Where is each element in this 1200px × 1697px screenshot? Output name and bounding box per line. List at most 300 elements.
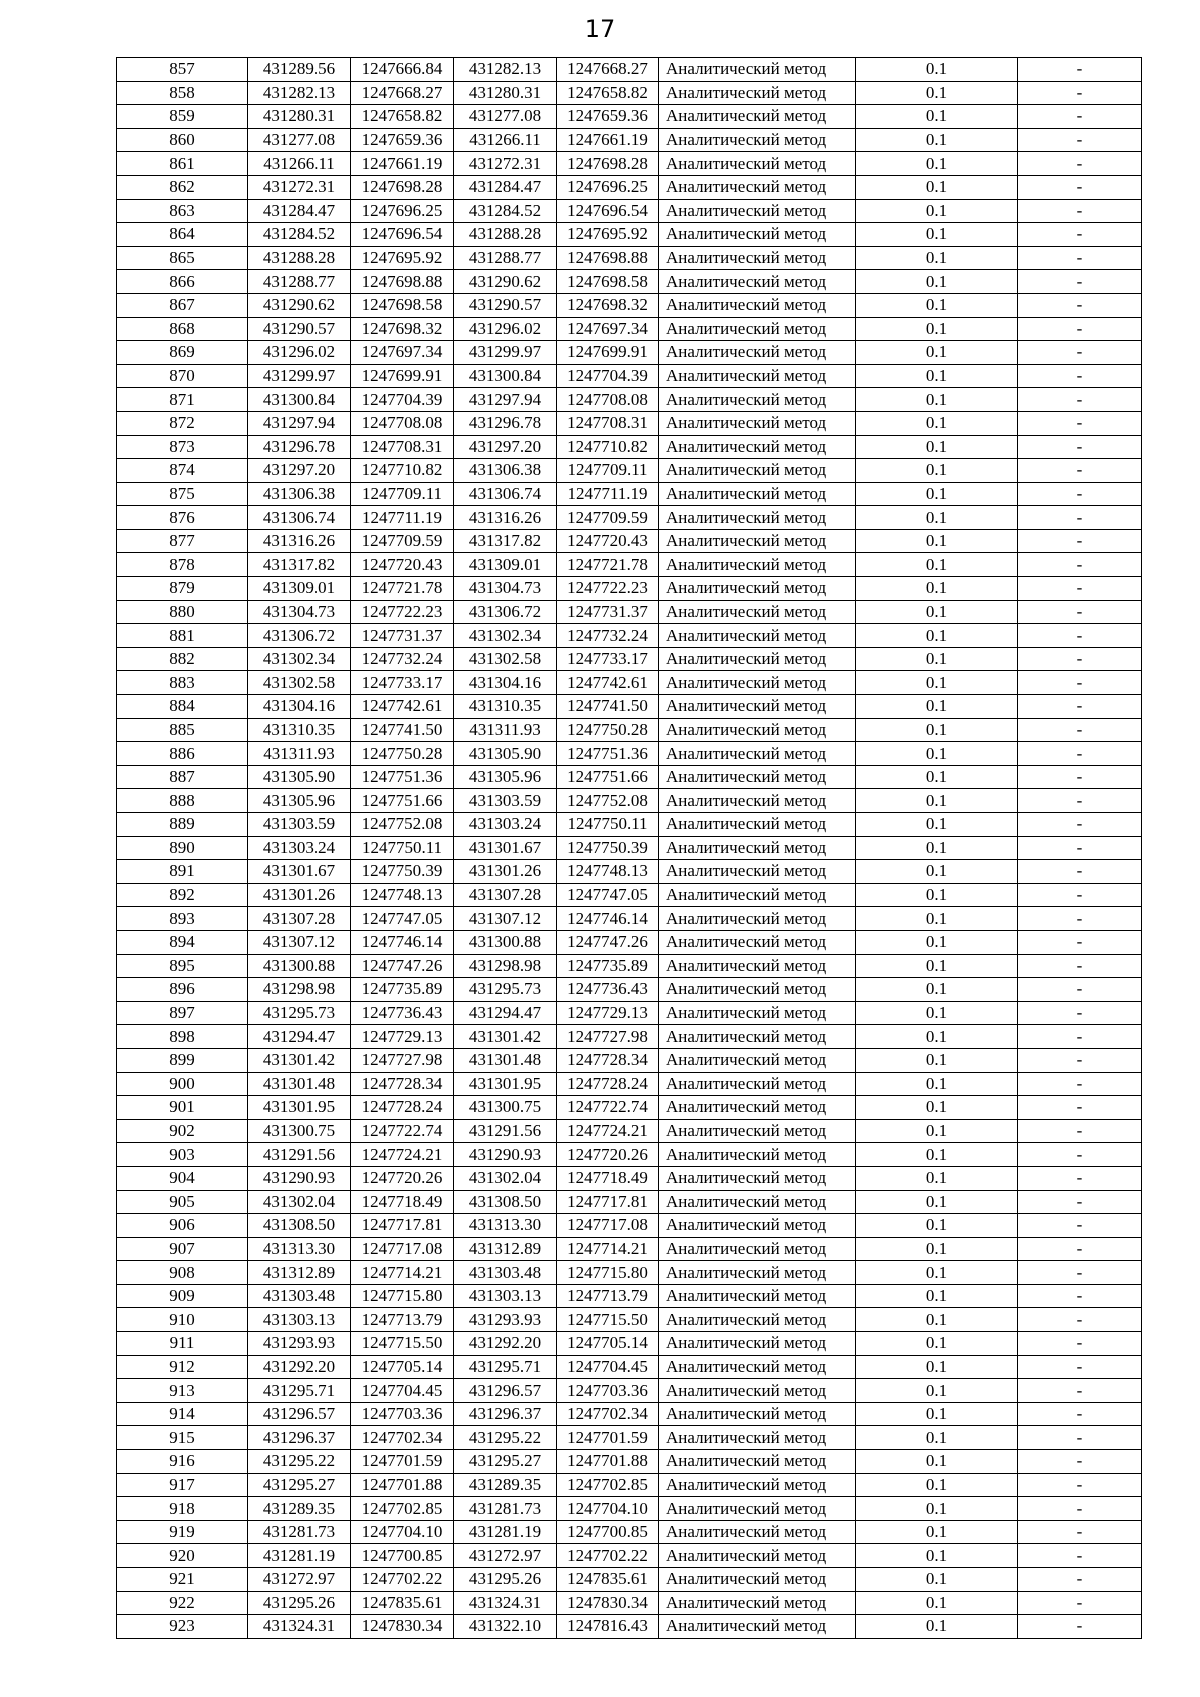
x-end-cell: 431297.20 <box>454 435 557 459</box>
y-end-cell: 1247701.88 <box>557 1450 659 1474</box>
note-cell: - <box>1018 978 1142 1002</box>
table-row <box>117 742 1142 766</box>
x-start-cell: 431316.26 <box>248 529 351 553</box>
point-number-cell: 872 <box>117 411 248 435</box>
y-end-cell: 1247702.22 <box>557 1544 659 1568</box>
y-start-cell: 1247718.49 <box>351 1190 454 1214</box>
accuracy-cell: 0.1 <box>856 954 1018 978</box>
point-number-cell: 894 <box>117 930 248 954</box>
note-cell: - <box>1018 600 1142 624</box>
accuracy-cell: 0.1 <box>856 1237 1018 1261</box>
note-cell: - <box>1018 1473 1142 1497</box>
x-end-cell: 431316.26 <box>454 506 557 530</box>
x-end-cell: 431306.38 <box>454 459 557 483</box>
method-cell: Аналитический метод <box>659 742 856 766</box>
point-number-cell: 877 <box>117 529 248 553</box>
accuracy-cell: 0.1 <box>856 81 1018 105</box>
method-cell: Аналитический метод <box>659 1166 856 1190</box>
method-cell: Аналитический метод <box>659 624 856 648</box>
note-cell: - <box>1018 883 1142 907</box>
x-start-cell: 431290.93 <box>248 1166 351 1190</box>
accuracy-cell: 0.1 <box>856 978 1018 1002</box>
y-end-cell: 1247747.05 <box>557 883 659 907</box>
x-end-cell: 431298.98 <box>454 954 557 978</box>
x-end-cell: 431284.52 <box>454 199 557 223</box>
y-start-cell: 1247830.34 <box>351 1615 454 1639</box>
x-end-cell: 431284.47 <box>454 175 557 199</box>
x-end-cell: 431295.73 <box>454 978 557 1002</box>
method-cell: Аналитический метод <box>659 506 856 530</box>
x-end-cell: 431304.73 <box>454 577 557 601</box>
y-end-cell: 1247711.19 <box>557 482 659 506</box>
y-start-cell: 1247666.84 <box>351 58 454 82</box>
x-start-cell: 431302.04 <box>248 1190 351 1214</box>
y-end-cell: 1247702.85 <box>557 1473 659 1497</box>
x-end-cell: 431301.42 <box>454 1025 557 1049</box>
note-cell: - <box>1018 1143 1142 1167</box>
method-cell: Аналитический метод <box>659 1214 856 1238</box>
y-end-cell: 1247718.49 <box>557 1166 659 1190</box>
table-row <box>117 317 1142 341</box>
point-number-cell: 857 <box>117 58 248 82</box>
x-end-cell: 431299.97 <box>454 341 557 365</box>
table-row <box>117 81 1142 105</box>
accuracy-cell: 0.1 <box>856 411 1018 435</box>
x-start-cell: 431311.93 <box>248 742 351 766</box>
y-start-cell: 1247722.23 <box>351 600 454 624</box>
table-row <box>117 930 1142 954</box>
table-row <box>117 907 1142 931</box>
method-cell: Аналитический метод <box>659 1473 856 1497</box>
point-number-cell: 886 <box>117 742 248 766</box>
table-row <box>117 1332 1142 1356</box>
point-number-cell: 870 <box>117 364 248 388</box>
point-number-cell: 883 <box>117 671 248 695</box>
y-end-cell: 1247698.32 <box>557 293 659 317</box>
method-cell: Аналитический метод <box>659 1048 856 1072</box>
y-start-cell: 1247731.37 <box>351 624 454 648</box>
method-cell: Аналитический метод <box>659 482 856 506</box>
note-cell: - <box>1018 435 1142 459</box>
x-end-cell: 431281.73 <box>454 1497 557 1521</box>
table-row <box>117 246 1142 270</box>
x-start-cell: 431301.95 <box>248 1096 351 1120</box>
point-number-cell: 918 <box>117 1497 248 1521</box>
point-number-cell: 906 <box>117 1214 248 1238</box>
x-start-cell: 431293.93 <box>248 1332 351 1356</box>
point-number-cell: 889 <box>117 813 248 837</box>
point-number-cell: 923 <box>117 1615 248 1639</box>
y-end-cell: 1247728.24 <box>557 1072 659 1096</box>
accuracy-cell: 0.1 <box>856 1450 1018 1474</box>
accuracy-cell: 0.1 <box>856 152 1018 176</box>
y-start-cell: 1247729.13 <box>351 1025 454 1049</box>
x-end-cell: 431302.34 <box>454 624 557 648</box>
x-end-cell: 431308.50 <box>454 1190 557 1214</box>
y-end-cell: 1247720.43 <box>557 529 659 553</box>
table-row <box>117 1190 1142 1214</box>
y-start-cell: 1247695.92 <box>351 246 454 270</box>
x-start-cell: 431289.35 <box>248 1497 351 1521</box>
x-end-cell: 431295.22 <box>454 1426 557 1450</box>
y-end-cell: 1247816.43 <box>557 1615 659 1639</box>
method-cell: Аналитический метод <box>659 978 856 1002</box>
point-number-cell: 910 <box>117 1308 248 1332</box>
note-cell: - <box>1018 742 1142 766</box>
note-cell: - <box>1018 1166 1142 1190</box>
point-number-cell: 900 <box>117 1072 248 1096</box>
y-end-cell: 1247704.45 <box>557 1355 659 1379</box>
x-start-cell: 431292.20 <box>248 1355 351 1379</box>
point-number-cell: 867 <box>117 293 248 317</box>
table-row <box>117 813 1142 837</box>
y-start-cell: 1247698.32 <box>351 317 454 341</box>
accuracy-cell: 0.1 <box>856 199 1018 223</box>
y-end-cell: 1247721.78 <box>557 553 659 577</box>
x-start-cell: 431300.75 <box>248 1119 351 1143</box>
method-cell: Аналитический метод <box>659 1450 856 1474</box>
note-cell: - <box>1018 270 1142 294</box>
y-start-cell: 1247705.14 <box>351 1355 454 1379</box>
note-cell: - <box>1018 836 1142 860</box>
x-start-cell: 431272.31 <box>248 175 351 199</box>
x-end-cell: 431304.16 <box>454 671 557 695</box>
note-cell: - <box>1018 1450 1142 1474</box>
note-cell: - <box>1018 459 1142 483</box>
x-start-cell: 431272.97 <box>248 1568 351 1592</box>
y-start-cell: 1247741.50 <box>351 718 454 742</box>
accuracy-cell: 0.1 <box>856 577 1018 601</box>
y-end-cell: 1247735.89 <box>557 954 659 978</box>
y-end-cell: 1247715.50 <box>557 1308 659 1332</box>
x-start-cell: 431304.16 <box>248 695 351 719</box>
method-cell: Аналитический метод <box>659 435 856 459</box>
note-cell: - <box>1018 860 1142 884</box>
point-number-cell: 863 <box>117 199 248 223</box>
method-cell: Аналитический метод <box>659 836 856 860</box>
point-number-cell: 868 <box>117 317 248 341</box>
accuracy-cell: 0.1 <box>856 1284 1018 1308</box>
y-start-cell: 1247835.61 <box>351 1591 454 1615</box>
note-cell: - <box>1018 1426 1142 1450</box>
x-end-cell: 431266.11 <box>454 128 557 152</box>
x-end-cell: 431295.27 <box>454 1450 557 1474</box>
x-start-cell: 431304.73 <box>248 600 351 624</box>
y-start-cell: 1247733.17 <box>351 671 454 695</box>
table-row <box>117 954 1142 978</box>
x-start-cell: 431284.52 <box>248 223 351 247</box>
point-number-cell: 879 <box>117 577 248 601</box>
x-start-cell: 431301.67 <box>248 860 351 884</box>
x-start-cell: 431290.57 <box>248 317 351 341</box>
method-cell: Аналитический метод <box>659 907 856 931</box>
note-cell: - <box>1018 1568 1142 1592</box>
method-cell: Аналитический метод <box>659 1402 856 1426</box>
point-number-cell: 878 <box>117 553 248 577</box>
x-end-cell: 431322.10 <box>454 1615 557 1639</box>
accuracy-cell: 0.1 <box>856 506 1018 530</box>
table-row <box>117 624 1142 648</box>
x-end-cell: 431301.48 <box>454 1048 557 1072</box>
x-start-cell: 431295.26 <box>248 1591 351 1615</box>
accuracy-cell: 0.1 <box>856 1190 1018 1214</box>
table-row <box>117 175 1142 199</box>
method-cell: Аналитический метод <box>659 1497 856 1521</box>
note-cell: - <box>1018 624 1142 648</box>
note-cell: - <box>1018 718 1142 742</box>
point-number-cell: 885 <box>117 718 248 742</box>
y-end-cell: 1247750.11 <box>557 813 659 837</box>
x-start-cell: 431303.24 <box>248 836 351 860</box>
point-number-cell: 887 <box>117 765 248 789</box>
note-cell: - <box>1018 223 1142 247</box>
y-end-cell: 1247722.74 <box>557 1096 659 1120</box>
x-end-cell: 431295.71 <box>454 1355 557 1379</box>
table-row <box>117 1143 1142 1167</box>
note-cell: - <box>1018 1308 1142 1332</box>
table-row <box>117 1568 1142 1592</box>
method-cell: Аналитический метод <box>659 175 856 199</box>
x-start-cell: 431312.89 <box>248 1261 351 1285</box>
method-cell: Аналитический метод <box>659 1143 856 1167</box>
table-row <box>117 1096 1142 1120</box>
table-row <box>117 647 1142 671</box>
x-start-cell: 431309.01 <box>248 577 351 601</box>
note-cell: - <box>1018 388 1142 412</box>
x-start-cell: 431297.94 <box>248 411 351 435</box>
note-cell: - <box>1018 1591 1142 1615</box>
x-end-cell: 431306.74 <box>454 482 557 506</box>
accuracy-cell: 0.1 <box>856 695 1018 719</box>
table-row <box>117 1426 1142 1450</box>
y-start-cell: 1247709.59 <box>351 529 454 553</box>
table-row <box>117 553 1142 577</box>
y-start-cell: 1247752.08 <box>351 813 454 837</box>
method-cell: Аналитический метод <box>659 223 856 247</box>
method-cell: Аналитический метод <box>659 411 856 435</box>
x-end-cell: 431272.31 <box>454 152 557 176</box>
method-cell: Аналитический метод <box>659 246 856 270</box>
y-start-cell: 1247661.19 <box>351 152 454 176</box>
x-end-cell: 431295.26 <box>454 1568 557 1592</box>
note-cell: - <box>1018 1284 1142 1308</box>
x-start-cell: 431310.35 <box>248 718 351 742</box>
accuracy-cell: 0.1 <box>856 317 1018 341</box>
y-end-cell: 1247751.66 <box>557 765 659 789</box>
x-start-cell: 431306.72 <box>248 624 351 648</box>
accuracy-cell: 0.1 <box>856 765 1018 789</box>
accuracy-cell: 0.1 <box>856 1426 1018 1450</box>
accuracy-cell: 0.1 <box>856 223 1018 247</box>
accuracy-cell: 0.1 <box>856 624 1018 648</box>
table-row <box>117 1261 1142 1285</box>
note-cell: - <box>1018 81 1142 105</box>
method-cell: Аналитический метод <box>659 813 856 837</box>
x-start-cell: 431281.73 <box>248 1520 351 1544</box>
y-end-cell: 1247731.37 <box>557 600 659 624</box>
method-cell: Аналитический метод <box>659 388 856 412</box>
method-cell: Аналитический метод <box>659 1615 856 1639</box>
y-end-cell: 1247736.43 <box>557 978 659 1002</box>
point-number-cell: 901 <box>117 1096 248 1120</box>
point-number-cell: 908 <box>117 1261 248 1285</box>
note-cell: - <box>1018 175 1142 199</box>
point-number-cell: 920 <box>117 1544 248 1568</box>
accuracy-cell: 0.1 <box>856 1520 1018 1544</box>
x-start-cell: 431307.12 <box>248 930 351 954</box>
note-cell: - <box>1018 1025 1142 1049</box>
y-start-cell: 1247696.25 <box>351 199 454 223</box>
x-end-cell: 431301.26 <box>454 860 557 884</box>
point-number-cell: 907 <box>117 1237 248 1261</box>
x-start-cell: 431305.96 <box>248 789 351 813</box>
note-cell: - <box>1018 341 1142 365</box>
x-end-cell: 431282.13 <box>454 58 557 82</box>
y-end-cell: 1247741.50 <box>557 695 659 719</box>
accuracy-cell: 0.1 <box>856 1001 1018 1025</box>
accuracy-cell: 0.1 <box>856 246 1018 270</box>
x-end-cell: 431303.24 <box>454 813 557 837</box>
y-start-cell: 1247696.54 <box>351 223 454 247</box>
method-cell: Аналитический метод <box>659 58 856 82</box>
x-start-cell: 431296.37 <box>248 1426 351 1450</box>
x-end-cell: 431324.31 <box>454 1591 557 1615</box>
y-start-cell: 1247750.39 <box>351 860 454 884</box>
point-number-cell: 922 <box>117 1591 248 1615</box>
method-cell: Аналитический метод <box>659 1237 856 1261</box>
x-end-cell: 431301.67 <box>454 836 557 860</box>
note-cell: - <box>1018 364 1142 388</box>
accuracy-cell: 0.1 <box>856 1402 1018 1426</box>
accuracy-cell: 0.1 <box>856 600 1018 624</box>
accuracy-cell: 0.1 <box>856 1214 1018 1238</box>
accuracy-cell: 0.1 <box>856 1332 1018 1356</box>
y-end-cell: 1247746.14 <box>557 907 659 931</box>
accuracy-cell: 0.1 <box>856 364 1018 388</box>
x-end-cell: 431303.13 <box>454 1284 557 1308</box>
table-row <box>117 341 1142 365</box>
method-cell: Аналитический метод <box>659 600 856 624</box>
y-end-cell: 1247717.81 <box>557 1190 659 1214</box>
table-row <box>117 1591 1142 1615</box>
accuracy-cell: 0.1 <box>856 1025 1018 1049</box>
note-cell: - <box>1018 411 1142 435</box>
note-cell: - <box>1018 553 1142 577</box>
x-start-cell: 431284.47 <box>248 199 351 223</box>
y-start-cell: 1247735.89 <box>351 978 454 1002</box>
point-number-cell: 873 <box>117 435 248 459</box>
accuracy-cell: 0.1 <box>856 435 1018 459</box>
x-start-cell: 431277.08 <box>248 128 351 152</box>
x-start-cell: 431289.56 <box>248 58 351 82</box>
y-start-cell: 1247721.78 <box>351 577 454 601</box>
table-row <box>117 199 1142 223</box>
x-start-cell: 431324.31 <box>248 1615 351 1639</box>
x-start-cell: 431295.71 <box>248 1379 351 1403</box>
point-number-cell: 891 <box>117 860 248 884</box>
y-end-cell: 1247717.08 <box>557 1214 659 1238</box>
note-cell: - <box>1018 1001 1142 1025</box>
table-row <box>117 1473 1142 1497</box>
accuracy-cell: 0.1 <box>856 1166 1018 1190</box>
point-number-cell: 904 <box>117 1166 248 1190</box>
accuracy-cell: 0.1 <box>856 482 1018 506</box>
x-start-cell: 431301.48 <box>248 1072 351 1096</box>
y-end-cell: 1247696.54 <box>557 199 659 223</box>
y-end-cell: 1247698.58 <box>557 270 659 294</box>
note-cell: - <box>1018 1355 1142 1379</box>
table-row <box>117 1119 1142 1143</box>
y-end-cell: 1247714.21 <box>557 1237 659 1261</box>
accuracy-cell: 0.1 <box>856 388 1018 412</box>
x-end-cell: 431300.88 <box>454 930 557 954</box>
note-cell: - <box>1018 954 1142 978</box>
accuracy-cell: 0.1 <box>856 128 1018 152</box>
point-number-cell: 862 <box>117 175 248 199</box>
y-start-cell: 1247704.39 <box>351 388 454 412</box>
y-start-cell: 1247751.66 <box>351 789 454 813</box>
note-cell: - <box>1018 789 1142 813</box>
x-start-cell: 431300.84 <box>248 388 351 412</box>
method-cell: Аналитический метод <box>659 577 856 601</box>
table-row <box>117 152 1142 176</box>
y-start-cell: 1247750.28 <box>351 742 454 766</box>
point-number-cell: 866 <box>117 270 248 294</box>
y-end-cell: 1247709.59 <box>557 506 659 530</box>
method-cell: Аналитический метод <box>659 364 856 388</box>
method-cell: Аналитический метод <box>659 341 856 365</box>
table-row <box>117 459 1142 483</box>
accuracy-cell: 0.1 <box>856 341 1018 365</box>
note-cell: - <box>1018 813 1142 837</box>
point-number-cell: 898 <box>117 1025 248 1049</box>
x-end-cell: 431296.78 <box>454 411 557 435</box>
y-end-cell: 1247751.36 <box>557 742 659 766</box>
table-row <box>117 270 1142 294</box>
method-cell: Аналитический метод <box>659 1520 856 1544</box>
point-number-cell: 916 <box>117 1450 248 1474</box>
table-row <box>117 1214 1142 1238</box>
y-start-cell: 1247713.79 <box>351 1308 454 1332</box>
x-end-cell: 431305.96 <box>454 765 557 789</box>
table-row <box>117 1072 1142 1096</box>
x-start-cell: 431295.27 <box>248 1473 351 1497</box>
x-start-cell: 431281.19 <box>248 1544 351 1568</box>
y-start-cell: 1247747.05 <box>351 907 454 931</box>
x-start-cell: 431300.88 <box>248 954 351 978</box>
table-row <box>117 1284 1142 1308</box>
point-number-cell: 865 <box>117 246 248 270</box>
method-cell: Аналитический метод <box>659 718 856 742</box>
method-cell: Аналитический метод <box>659 647 856 671</box>
note-cell: - <box>1018 1332 1142 1356</box>
accuracy-cell: 0.1 <box>856 930 1018 954</box>
y-start-cell: 1247717.81 <box>351 1214 454 1238</box>
x-start-cell: 431298.98 <box>248 978 351 1002</box>
point-number-cell: 913 <box>117 1379 248 1403</box>
accuracy-cell: 0.1 <box>856 105 1018 129</box>
x-end-cell: 431294.47 <box>454 1001 557 1025</box>
method-cell: Аналитический метод <box>659 1072 856 1096</box>
y-end-cell: 1247659.36 <box>557 105 659 129</box>
x-start-cell: 431295.22 <box>248 1450 351 1474</box>
y-start-cell: 1247704.10 <box>351 1520 454 1544</box>
y-end-cell: 1247727.98 <box>557 1025 659 1049</box>
x-end-cell: 431309.01 <box>454 553 557 577</box>
point-number-cell: 917 <box>117 1473 248 1497</box>
x-end-cell: 431290.57 <box>454 293 557 317</box>
y-end-cell: 1247722.23 <box>557 577 659 601</box>
